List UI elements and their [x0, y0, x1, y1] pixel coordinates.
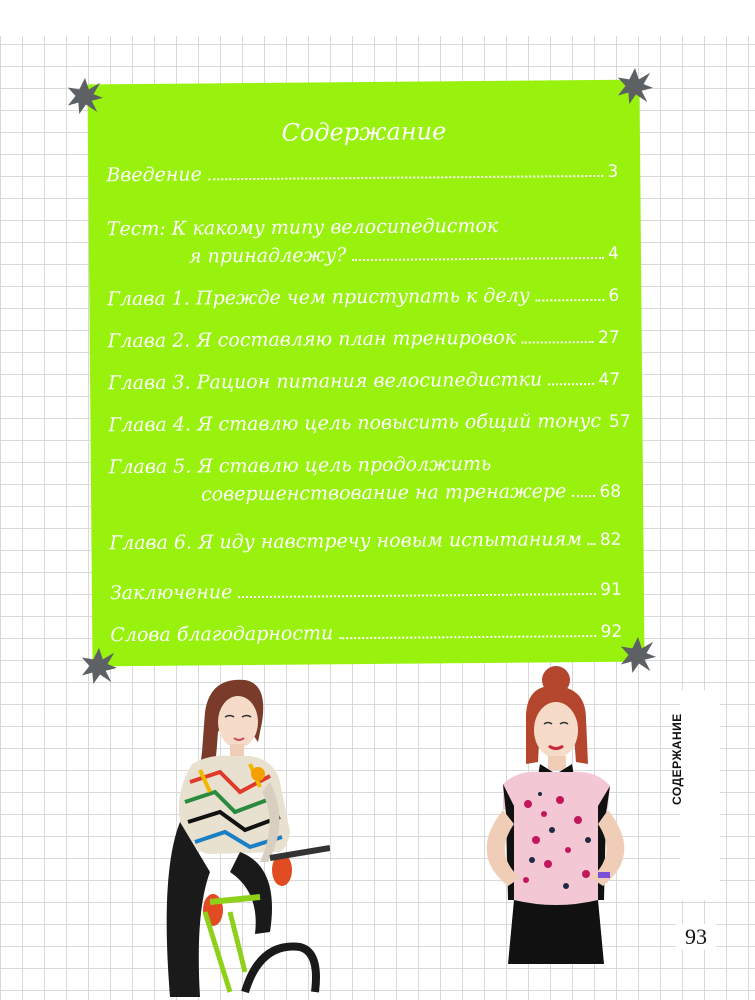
toc-entry-page: 82: [599, 529, 622, 550]
toc-leader-dots: [588, 542, 596, 545]
star-icon: [80, 647, 118, 685]
toc-leader-dots: [536, 298, 605, 302]
section-side-label: СОДЕРЖАНИЕ: [670, 713, 684, 805]
toc-entry[interactable]: [189, 242, 619, 268]
toc-entry-page: 47: [598, 369, 621, 390]
toc-entry-label: Глава 2. Я составляю план тренировок: [107, 326, 517, 353]
toc-entry-page: 4: [608, 243, 620, 264]
cyclist-girl-illustration: [150, 672, 330, 997]
toc-entry-label[interactable]: Глава 5. Я ставлю цель продолжить: [108, 452, 492, 479]
toc-entry-label: Глава 1. Прежде чем приступать к делу: [107, 284, 530, 311]
toc-entry-page: 68: [599, 481, 622, 502]
toc-entry-page: 3: [607, 161, 619, 182]
toc-leader-dots: [208, 174, 604, 180]
standing-girl-illustration: [448, 664, 663, 996]
toc-entry-page: 92: [600, 621, 623, 642]
toc-leader-dots: [548, 382, 594, 385]
toc-panel: [87, 80, 644, 667]
toc-entry-label: Заключение: [109, 581, 233, 605]
toc-entry-label: Глава 6. Я иду навстречу новым испытаниям: [109, 528, 583, 555]
top-margin: [0, 0, 755, 36]
toc-entry[interactable]: [110, 578, 622, 604]
toc-entry[interactable]: [106, 160, 618, 186]
toc-entry-label-cont: совершенствование на тренажере: [200, 480, 567, 506]
toc-entry-label: Глава 4. Я ставлю цель повысить общий тонус: [108, 409, 602, 437]
toc-entry-page: 91: [600, 579, 622, 600]
toc-entry[interactable]: [108, 326, 620, 352]
star-icon: [66, 77, 104, 115]
toc-entry-page: 57: [608, 411, 631, 432]
toc-entry-label: Глава 3. Рацион питания велосипедистки: [107, 368, 543, 395]
star-icon: [616, 67, 654, 105]
toc-leader-dots: [352, 256, 604, 261]
toc-entry-page: 27: [597, 327, 620, 348]
toc-leader-dots: [238, 592, 596, 598]
toc-entry[interactable]: [107, 284, 619, 310]
toc-entry[interactable]: [110, 620, 622, 646]
toc-entry[interactable]: [109, 528, 621, 554]
toc-entry-label: Слова благодарности: [110, 622, 334, 647]
toc-leader-dots: [572, 494, 595, 497]
toc-entry-label-cont: я принадлежу?: [188, 244, 347, 268]
toc-entry[interactable]: [108, 368, 620, 394]
toc-leader-dots: [339, 634, 596, 639]
toc-entry[interactable]: [201, 480, 621, 506]
toc-title: Содержание: [281, 117, 447, 147]
page-number: 93: [676, 924, 716, 950]
toc-leader-dots: [522, 340, 594, 344]
toc-entry-label[interactable]: Тест: К какому типу велосипедисток: [106, 214, 499, 241]
toc-entry-label: Введение: [106, 163, 202, 187]
toc-entry-page: 6: [608, 285, 620, 306]
toc-entry[interactable]: [108, 409, 631, 437]
